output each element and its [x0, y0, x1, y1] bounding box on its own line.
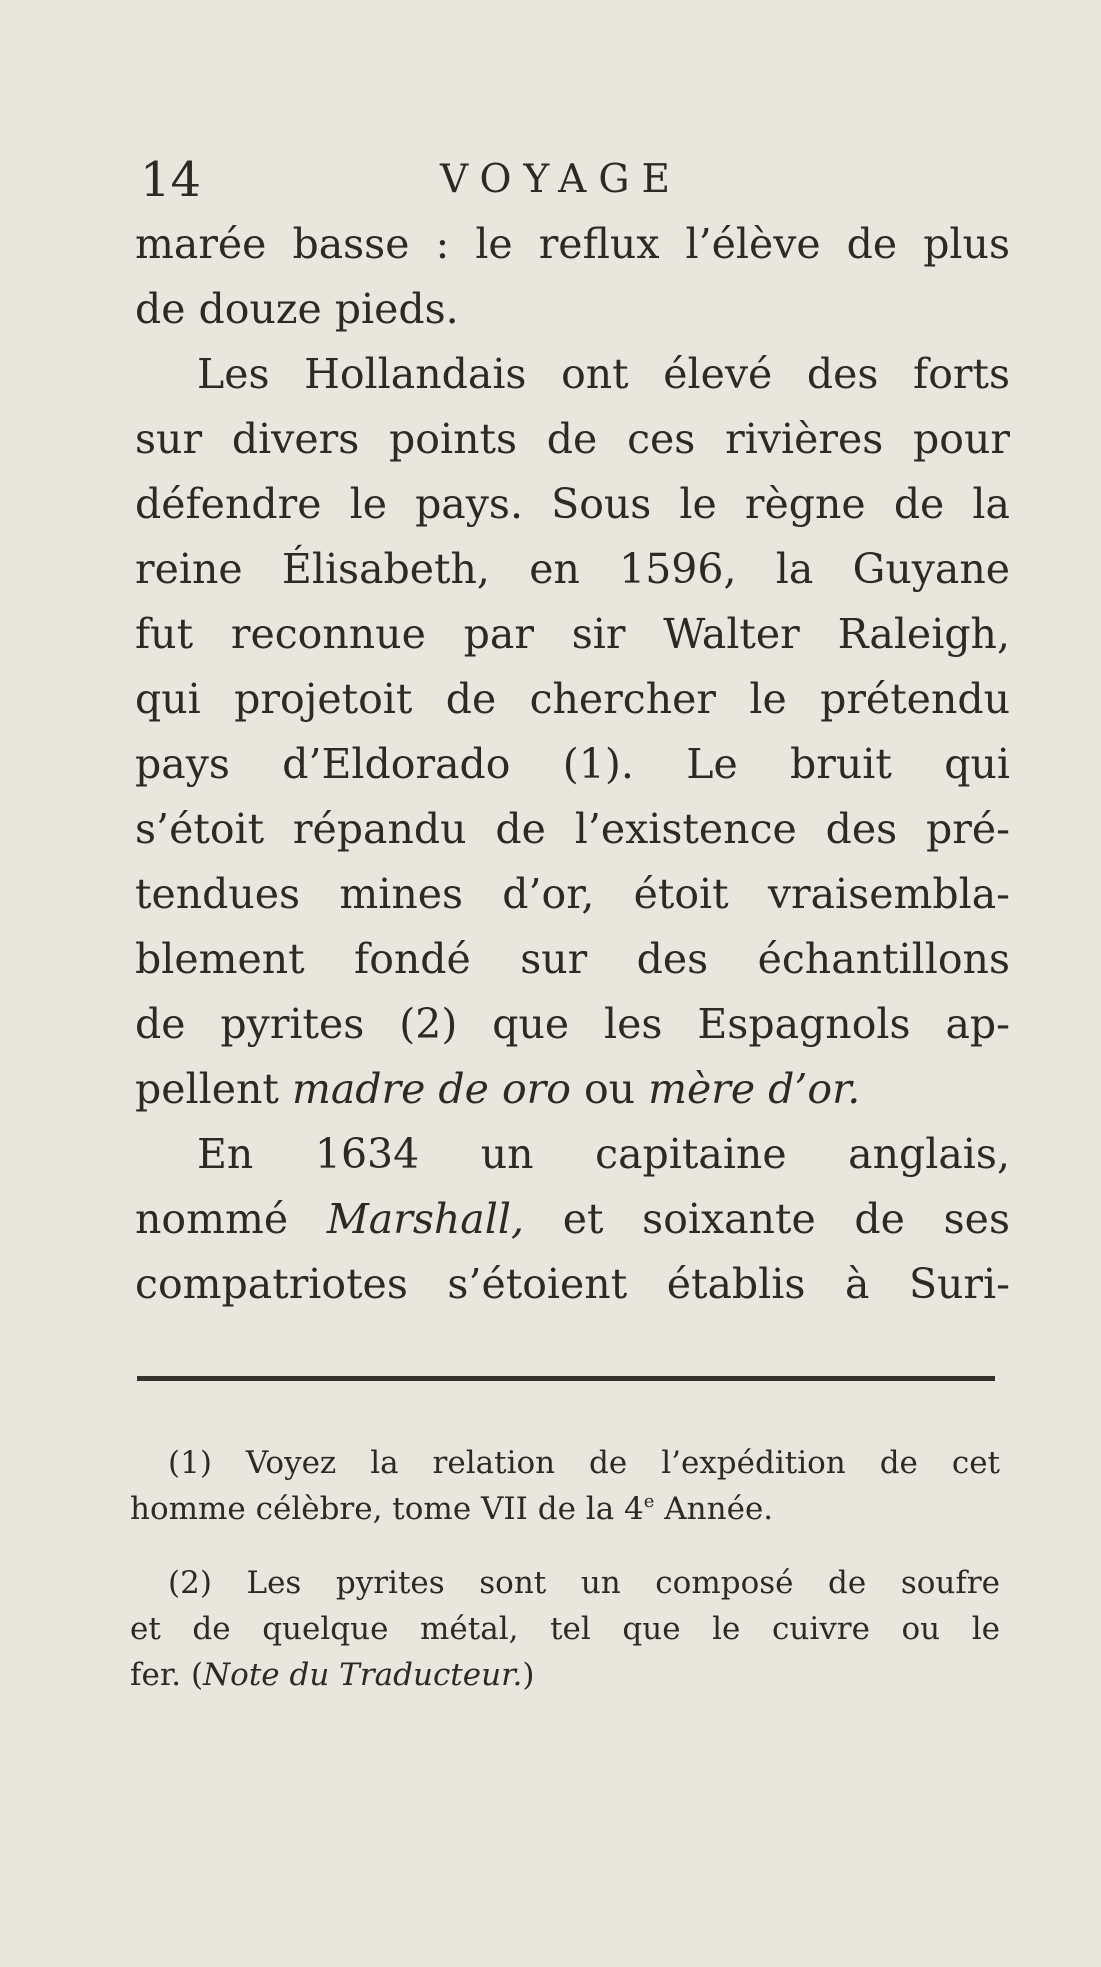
text-fragment: homme célèbre, tome VII de la 4: [130, 1491, 644, 1527]
text-line: [135, 1057, 1010, 1122]
text-line: compatriotes s’étoient établis à Suri-: [135, 1260, 1010, 1308]
footnote-1-line: [130, 1486, 1000, 1532]
italic-name: Marshall,: [326, 1195, 525, 1243]
text-line: marée basse : le reflux l’élève de plus: [135, 220, 1010, 268]
text-fragment: et soixante de ses: [562, 1195, 1010, 1243]
page-header: [140, 150, 1000, 210]
text-fragment: pellent: [135, 1065, 279, 1113]
italic-phrase: mère d’or.: [648, 1065, 861, 1113]
footnotes: [130, 1440, 1000, 1698]
text-line: de douze pieds.: [135, 285, 459, 333]
text-fragment: nommé: [135, 1195, 289, 1243]
text-line: blement fondé sur des échantillons: [135, 935, 1010, 983]
footnote-1-line: (1) Voyez la relation de l’expédition de cet: [168, 1445, 1000, 1481]
text-line: sur divers points de ces rivières pour: [135, 415, 1010, 463]
text-line: [135, 1187, 1010, 1252]
text-line: En 1634 un capitaine anglais,: [197, 1130, 1010, 1178]
text-line: pays d’Eldorado (1). Le bruit qui: [135, 740, 1010, 788]
italic-phrase: madre de oro: [291, 1065, 571, 1113]
footnote-gap: [130, 1532, 1000, 1560]
text-line: Les Hollandais ont élevé des forts: [197, 350, 1010, 398]
text-fragment: Année.: [654, 1491, 774, 1527]
footnote-separator: [137, 1376, 995, 1381]
text-line: qui projetoit de chercher le prétendu: [135, 675, 1010, 723]
footnote-2-line: et de quelque métal, tel que le cuivre ou le: [130, 1611, 1000, 1647]
text-line: reine Élisabeth, en 1596, la Guyane: [135, 545, 1010, 593]
text-fragment: ): [522, 1657, 535, 1693]
running-head: VOYAGE: [440, 157, 682, 202]
footnote-2-line: [130, 1652, 1000, 1698]
text-line: s’étoit répandu de l’existence des pré-: [135, 805, 1010, 853]
text-line: fut reconnue par sir Walter Raleigh,: [135, 610, 1010, 658]
text-line: défendre le pays. Sous le règne de la: [135, 480, 1010, 528]
page-number: 14: [140, 152, 202, 208]
superscript: e: [643, 1491, 655, 1512]
text-line: de pyrites (2) que les Espagnols ap-: [135, 1000, 1010, 1048]
text-fragment: ou: [583, 1065, 636, 1113]
translator-note: Note du Traducteur.: [203, 1657, 523, 1693]
footnote-2-line: (2) Les pyrites sont un composé de soufre: [168, 1565, 1000, 1601]
main-text: [135, 212, 1010, 1317]
text-line: tendues mines d’or, étoit vraisembla-: [135, 870, 1010, 918]
text-fragment: fer. (: [130, 1657, 204, 1693]
